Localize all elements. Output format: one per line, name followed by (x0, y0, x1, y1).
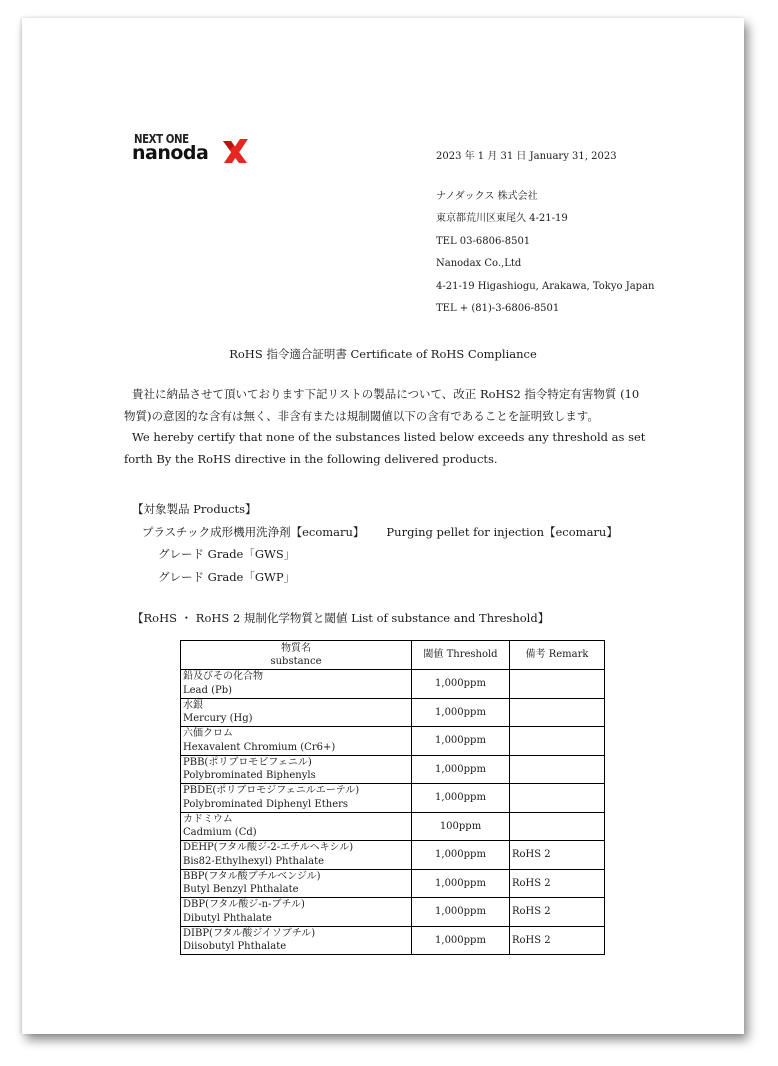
certificate-title: RoHS 指令適合証明書 Certificate of RoHS Compliance (229, 347, 537, 361)
table-row (181, 727, 605, 756)
table-row (181, 926, 605, 955)
remark-cell (510, 698, 605, 727)
company-logo (132, 130, 242, 178)
threshold-cell: 1,000ppm (412, 755, 510, 784)
grade-gwp: グレード Grade「GWP」 (158, 569, 296, 584)
header-substance-en: substance (270, 656, 322, 667)
table-header-row (181, 641, 605, 670)
remark-cell: RoHS 2 (510, 898, 605, 927)
table-row (181, 755, 605, 784)
threshold-cell: 100ppm (412, 812, 510, 841)
substance-jp: PBDE(ポリブロモジフェニルエーテル) (183, 785, 360, 796)
remark-cell (510, 727, 605, 756)
substance-jp: PBB(ポリブロモビフェニル) (183, 756, 312, 768)
substance-jp: DIBP(フタル酸ジイソブチル) (183, 927, 316, 939)
products-section (132, 498, 618, 588)
remark-cell: RoHS 2 (510, 926, 605, 955)
substance-jp: DBP(フタル酸ジ-n-ブチル) (183, 899, 305, 910)
logo-x-mark-icon (220, 136, 250, 166)
substance-en: Mercury (Hg) (183, 713, 253, 724)
header-remark: 備考 Remark (510, 641, 605, 670)
substance-jp: 六価クロム (183, 728, 233, 739)
table-row (181, 698, 605, 727)
substance-en: Polybrominated Diphenyl Ethers (183, 798, 349, 810)
threshold-cell: 1,000ppm (412, 926, 510, 955)
products-heading: 【対象製品 Products】 (132, 502, 257, 516)
company-address-jp: 東京都荒川区東尾久 4-21-19 (436, 213, 568, 225)
substance-table (180, 640, 605, 955)
remark-cell (510, 812, 605, 841)
substance-cell (181, 755, 412, 784)
substance-en: Cadmium (Cd) (183, 827, 257, 838)
threshold-cell: 1,000ppm (412, 670, 510, 699)
substance-en: Diisobutyl Phthalate (183, 941, 287, 952)
header-substance-jp: 物質名 (281, 642, 311, 654)
company-address-en: 4-21-19 Higashiogu, Arakawa, Tokyo Japan (436, 280, 655, 292)
substance-cell (181, 727, 412, 756)
substance-jp: カドミウム (183, 813, 233, 825)
table-row (181, 812, 605, 841)
threshold-cell: 1,000ppm (412, 784, 510, 813)
substance-en: Polybrominated Biphenyls (183, 770, 316, 781)
company-name-en: Nanodax Co.,Ltd (436, 258, 522, 270)
substance-en: Dibutyl Phthalate (183, 912, 272, 924)
substance-en: Bis82-Ethylhexyl) Phthalate (183, 855, 325, 867)
remark-cell (510, 670, 605, 699)
table-row (181, 841, 605, 870)
remark-cell (510, 755, 605, 784)
substance-en: Lead (Pb) (183, 684, 233, 696)
substance-cell (181, 698, 412, 727)
product-name-en: Purging pellet for injection【ecomaru】 (386, 524, 618, 539)
grade-gws: グレード Grade「GWS」 (158, 547, 296, 561)
substance-cell (181, 869, 412, 898)
substance-jp: BBP(フタル酸ブチルベンジル) (183, 870, 321, 882)
table-row (181, 670, 605, 699)
threshold-cell: 1,000ppm (412, 869, 510, 898)
substance-en: Hexavalent Chromium (Cr6+) (183, 741, 336, 753)
substance-en: Butyl Benzyl Phthalate (183, 884, 299, 895)
substance-cell (181, 926, 412, 955)
substance-table-heading: 【RoHS ・ RoHS 2 規制化学物質と閾値 List of substance and Threshold】 (132, 611, 550, 625)
company-address-block (436, 190, 654, 324)
company-tel-jp: TEL 03-6806-8501 (436, 235, 531, 247)
substance-jp: DEHP(フタル酸ジ-2-エチルヘキシル) (183, 842, 354, 853)
table-row (181, 784, 605, 813)
product-name-jp: プラスチック成形機用洗浄剤【ecomaru】 (142, 524, 365, 539)
document-page (22, 18, 744, 1034)
product-line (132, 521, 618, 544)
substance-cell (181, 841, 412, 870)
certification-text-en: We hereby certify that none of the substances listed below exceeds any threshold as set forth By the RoHS directive in the following delivered products. (124, 430, 646, 466)
threshold-cell: 1,000ppm (412, 898, 510, 927)
company-name-jp: ナノダックス 株式会社 (436, 191, 538, 202)
substance-cell (181, 812, 412, 841)
substance-cell (181, 784, 412, 813)
remark-cell: RoHS 2 (510, 841, 605, 870)
threshold-cell: 1,000ppm (412, 841, 510, 870)
remark-cell (510, 784, 605, 813)
logo-tagline: NEXT ONE (134, 132, 189, 146)
issue-date: 2023 年 1 月 31 日 January 31, 2023 (436, 151, 617, 162)
header-substance (181, 641, 412, 670)
substance-jp: 水銀 (183, 699, 203, 711)
certification-text-jp: 貴社に納品させて頂いております下記リストの製品について、改正 RoHS2 指令特定有害物質 (10 物質)の意図的な含有は無く、非含有または規制閾値以下の含有であることを証明致します。 (124, 387, 640, 423)
substance-jp: 鉛及びその化合物 (183, 671, 263, 682)
threshold-cell: 1,000ppm (412, 727, 510, 756)
table-row (181, 869, 605, 898)
table-row (181, 898, 605, 927)
remark-cell: RoHS 2 (510, 869, 605, 898)
logo-wordmark: nanoda (132, 142, 209, 164)
header-threshold: 閾値 Threshold (412, 641, 510, 670)
company-tel-en: TEL + (81)-3-6806-8501 (436, 302, 560, 314)
threshold-cell: 1,000ppm (412, 698, 510, 727)
substance-cell (181, 898, 412, 927)
substance-cell (181, 670, 412, 699)
